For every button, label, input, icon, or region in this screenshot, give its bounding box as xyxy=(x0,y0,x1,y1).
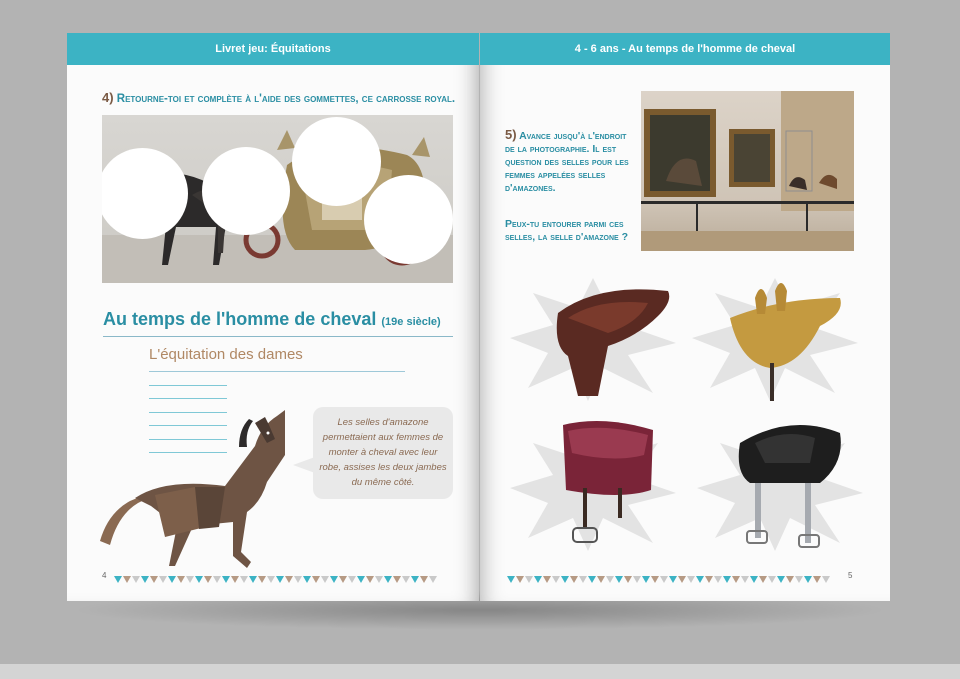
horse-illustration xyxy=(95,403,285,583)
decorative-triangle-border xyxy=(114,576,438,584)
section-rule xyxy=(103,336,453,337)
speech-bubble-tail xyxy=(293,457,315,473)
sticker-circle-2[interactable] xyxy=(202,147,290,235)
sticker-circle-3[interactable] xyxy=(292,117,381,206)
question-4-number: 4) xyxy=(102,90,114,105)
saddle-2[interactable] xyxy=(690,273,860,403)
left-page xyxy=(67,33,479,601)
museum-photo xyxy=(641,91,854,251)
question-5-number: 5) xyxy=(505,127,517,142)
page-number-right: 5 xyxy=(848,571,853,580)
museum-illustration xyxy=(641,91,854,251)
right-header xyxy=(480,33,890,65)
sticker-circle-4[interactable] xyxy=(364,175,453,264)
question-5-text: Avance jusqu'à l'endroit de la photographie. Il est question des selles pour les femmes appelées selles d'amazones. xyxy=(505,130,629,194)
page-number-left: 4 xyxy=(102,571,107,580)
question-5 xyxy=(505,128,630,195)
question-4-text: Retourne-toi et complète à l'aide des gommettes, ce carrosse royal. xyxy=(116,93,456,105)
decorative-triangle-border xyxy=(507,576,831,584)
left-header-text: Livret jeu: Équitations xyxy=(215,43,331,55)
question-5-followup: Peux-tu entourer parmi ces selles, la selle d'amazone ? xyxy=(505,218,629,243)
writing-line xyxy=(149,385,227,386)
right-header-text: 4 - 6 ans - Au temps de l'homme de cheval xyxy=(574,43,796,55)
right-page xyxy=(480,33,890,601)
saddle-3[interactable] xyxy=(508,413,678,563)
section-title-text: Au temps de l'homme de cheval xyxy=(103,309,377,329)
left-header xyxy=(67,33,479,65)
floor xyxy=(0,664,960,679)
sub-title-rule xyxy=(149,371,405,372)
writing-line xyxy=(149,398,227,399)
saddle-1[interactable] xyxy=(508,273,678,403)
section-title-suffix: (19e siècle) xyxy=(381,316,441,328)
speech-bubble: Les selles d'amazone permettaient aux femmes de monter à cheval avec leur robe, assises les deux jambes du même côté. xyxy=(313,407,453,499)
section-title xyxy=(103,309,441,330)
royal-carriage-photo xyxy=(102,115,453,283)
sub-title: L'équitation des dames xyxy=(149,346,303,363)
question-4 xyxy=(102,91,462,106)
saddle-4[interactable] xyxy=(695,413,865,563)
